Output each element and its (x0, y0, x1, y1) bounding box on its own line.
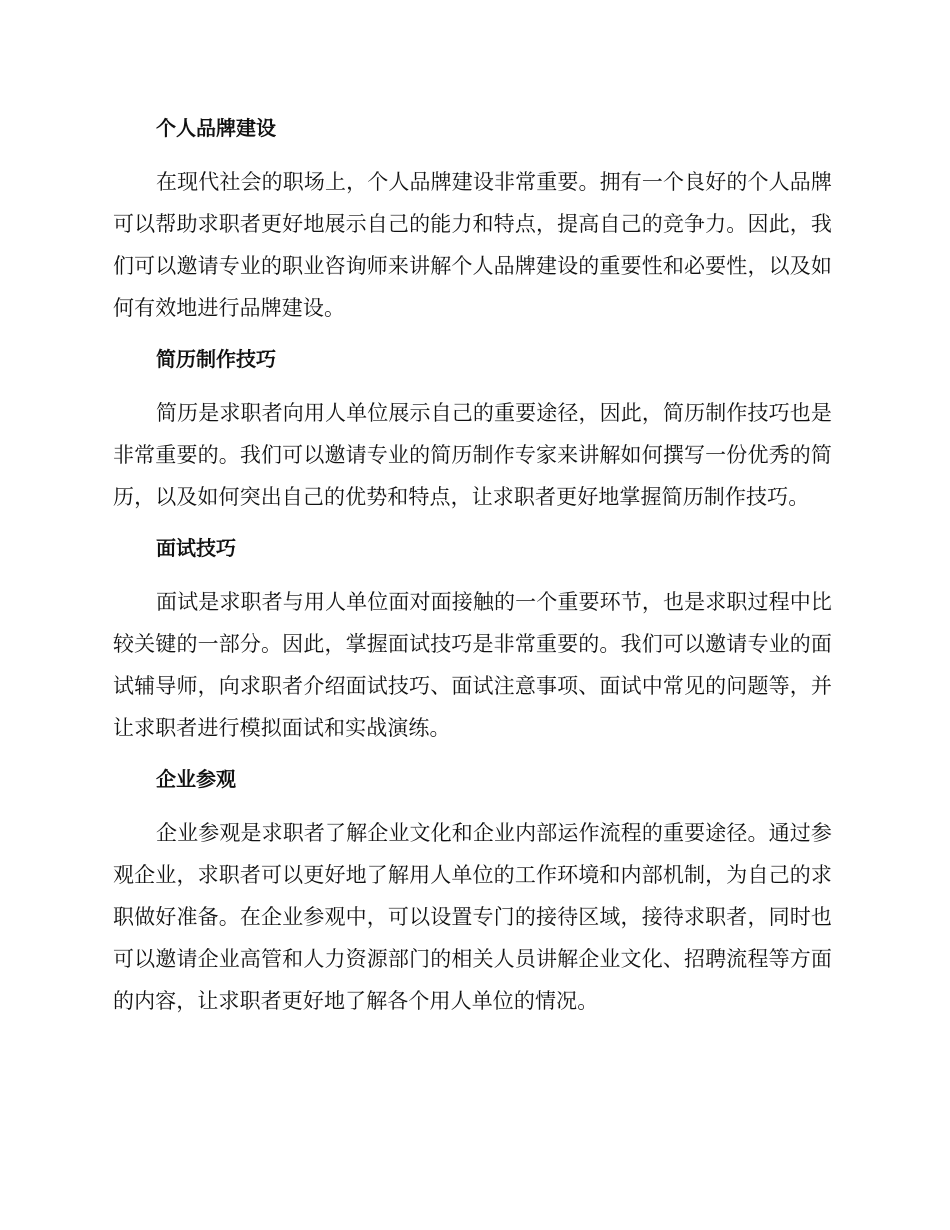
section-heading: 企业参观 (156, 767, 236, 791)
section-paragraph: 面试是求职者与用人单位面对面接触的一个重要环节，也是求职过程中比较关键的一部分。因此，掌握面试技巧是非常重要的。我们可以邀请专业的面试辅导师，向求职者介绍面试技巧、面试注意事项、面试中常见的问题等，并让求职者进行模拟面试和实战演练。 (113, 590, 832, 740)
section-resume-skills (113, 339, 832, 518)
document-page (113, 108, 832, 1032)
section-paragraph: 在现代社会的职场上，个人品牌建设非常重要。拥有一个良好的个人品牌可以帮助求职者更好地展示自己的能力和特点，提高自己的竞争力。因此，我们可以邀请专业的职业咨询师来讲解个人品牌建设的重要性和必要性，以及如何有效地进行品牌建设。 (113, 170, 832, 320)
section-company-visit (113, 759, 832, 1022)
section-heading: 个人品牌建设 (156, 116, 276, 140)
section-heading: 简历制作技巧 (156, 347, 276, 371)
section-interview-skills (113, 528, 832, 749)
section-heading: 面试技巧 (156, 536, 236, 560)
section-paragraph: 简历是求职者向用人单位展示自己的重要途径，因此，简历制作技巧也是非常重要的。我们可以邀请专业的简历制作专家来讲解如何撰写一份优秀的简历，以及如何突出自己的优势和特点，让求职者更好地掌握简历制作技巧。 (113, 401, 832, 509)
section-paragraph: 企业参观是求职者了解企业文化和企业内部运作流程的重要途径。通过参观企业，求职者可以更好地了解用人单位的工作环境和内部机制，为自己的求职做好准备。在企业参观中，可以设置专门的接待区域，接待求职者，同时也可以邀请企业高管和人力资源部门的相关人员讲解企业文化、招聘流程等方面的内容，让求职者更好地了解各个用人单位的情况。 (113, 821, 832, 1013)
section-personal-brand (113, 108, 832, 329)
